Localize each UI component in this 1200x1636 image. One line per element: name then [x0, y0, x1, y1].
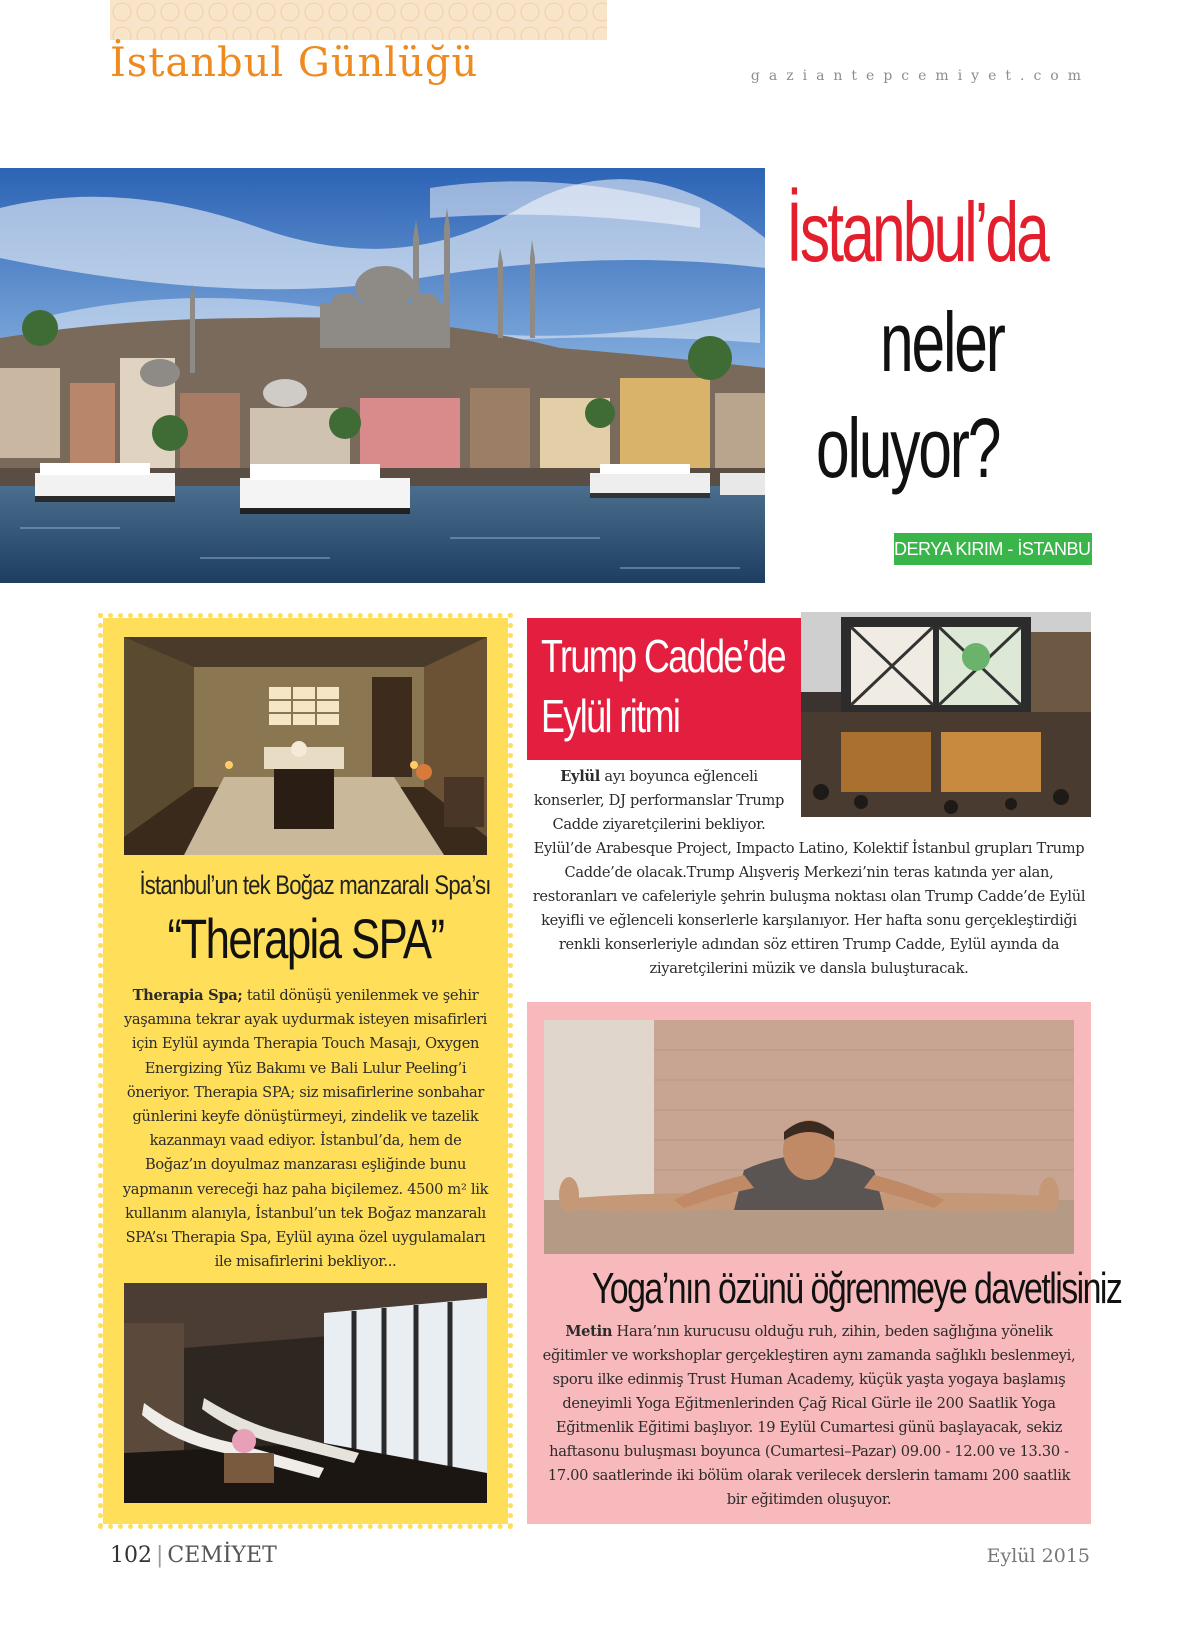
- decorative-pattern-band: [110, 0, 607, 40]
- trump-body-intro: [528, 765, 790, 837]
- folio-separator: |: [156, 1543, 164, 1568]
- website-url: gaziantepcemiyet.com: [750, 68, 1090, 84]
- author-byline: DERYA KIRIM - İSTANBUL: [894, 533, 1092, 565]
- issue-date: Eylül 2015: [986, 1545, 1090, 1567]
- yoga-body-text: [541, 1320, 1077, 1512]
- yoga-pose-photo: [544, 1020, 1074, 1254]
- trump-title: [541, 626, 786, 746]
- hero-photo-istanbul-skyline: [0, 168, 765, 583]
- trump-title-line-2: Eylül ritmi: [541, 690, 680, 742]
- trump-body-intro-content: ayı boyunca eğlenceli konserler, DJ performanslar Trump Cadde ziyaretçilerini bekliyor.: [533, 768, 785, 833]
- main-title-line-3: oluyor?: [816, 401, 1000, 495]
- spa-relaxation-lounge-photo: [124, 1283, 487, 1503]
- trump-cadde-photo: [801, 612, 1091, 817]
- therapia-spa-panel: [103, 618, 508, 1524]
- trump-lead-word: Eylül: [560, 768, 600, 785]
- yoga-body-content: Hara’nın kurucusu olduğu ruh, zihin, beden sağlığına yönelik eğitimler ve workshoplar gerçekleştiren aynı zamanda sağlıklı beslenmeyi, sporu ilke edinmiş Trust Human Academy, küçük yaşta yogaya başlamış deneyimli Yoga Eğitmenlerinden Çağ Rical Gürle ile 200 Saatlik Yoga Eğitmenlik Eğitimi başlıyor. 19 Eylül Cumartesi günü başlayacak, sekiz haftasonu buluşması boyunca (Cumartesi–Pazar) 09.00 - 12.00 ve 13.30 - 17.00 saatlerinde iki bölüm olarak verilecek derslerin tamamı 200 saatlik bir eğitimden oluşuyor.: [542, 1323, 1076, 1508]
- spa-subtitle: İstanbul’un tek Boğaz manzaralı Spa’sı: [139, 870, 491, 900]
- yoga-title: Yoga’nın özünü öğrenmeye davetlisiniz: [591, 1264, 1122, 1313]
- spa-lead-word: Therapia Spa;: [132, 987, 243, 1004]
- spa-treatment-room-photo: [124, 637, 487, 855]
- spa-title: “Therapia SPA”: [167, 907, 444, 970]
- trump-title-line-1: Trump Cadde’de: [541, 630, 786, 682]
- yoga-lead-word: Metin: [565, 1323, 613, 1340]
- spa-body-text: [117, 984, 494, 1274]
- yoga-panel: [527, 1002, 1122, 1524]
- main-title-line-2: neler: [880, 295, 1004, 389]
- magazine-name: CEMİYET: [167, 1543, 277, 1568]
- main-title-line-1: İstanbul’da: [786, 185, 1047, 279]
- trump-title-box: [527, 618, 804, 760]
- page-number: 102: [110, 1543, 152, 1568]
- trump-body-text: Eylül’de Arabesque Project, Impacto Latino, Kolektif İstanbul grupları Trump Cadde’de olacak.Trump Alışveriş Merkezi’nin teras katında yer alan, restoranları ve cafeleriyle şehrin buluşma noktası olan Trump Cadde’de Eylül keyifli ve eğlenceli konserlerle karşılanıyor. Her hafta sonu gerçekleştirdiği renkli konserleriyle adından söz ettiren Trump Cadde, Eylül ayında da ziyaretçilerini müzik ve dansla buluşturacak.: [532, 840, 1086, 977]
- spa-body-content: tatil dönüşü yenilenmek ve şehir yaşamına tekrar ayak uydurmak isteyen misafirleri için Eylül ayında Therapia Touch Masajı, Oxygen Energizing Yüz Bakımı ve Bali Lulur Peeling’i öneriyor. Therapia SPA; siz misafirlerine sonbahar günlerini keyfe dönüştürmeyi, zindelik ve tazelik kazanmayı vaad ediyor. İstanbul’da, hem de Boğaz’ın doyulmaz manzarası eşliğinde bunu yapmanın vereceği haz paha biçilemez. 4500 m² lik kullanım alanıyla, İstanbul’un tek Boğaz manzaralı SPA’sı Therapia Spa, Eylül ayına özel uygulamaları ile misafirlerini bekliyor...: [122, 987, 489, 1271]
- section-title: İstanbul Günlüğü: [110, 40, 479, 86]
- page-folio: [110, 1543, 277, 1568]
- article-main-title: [786, 185, 1116, 495]
